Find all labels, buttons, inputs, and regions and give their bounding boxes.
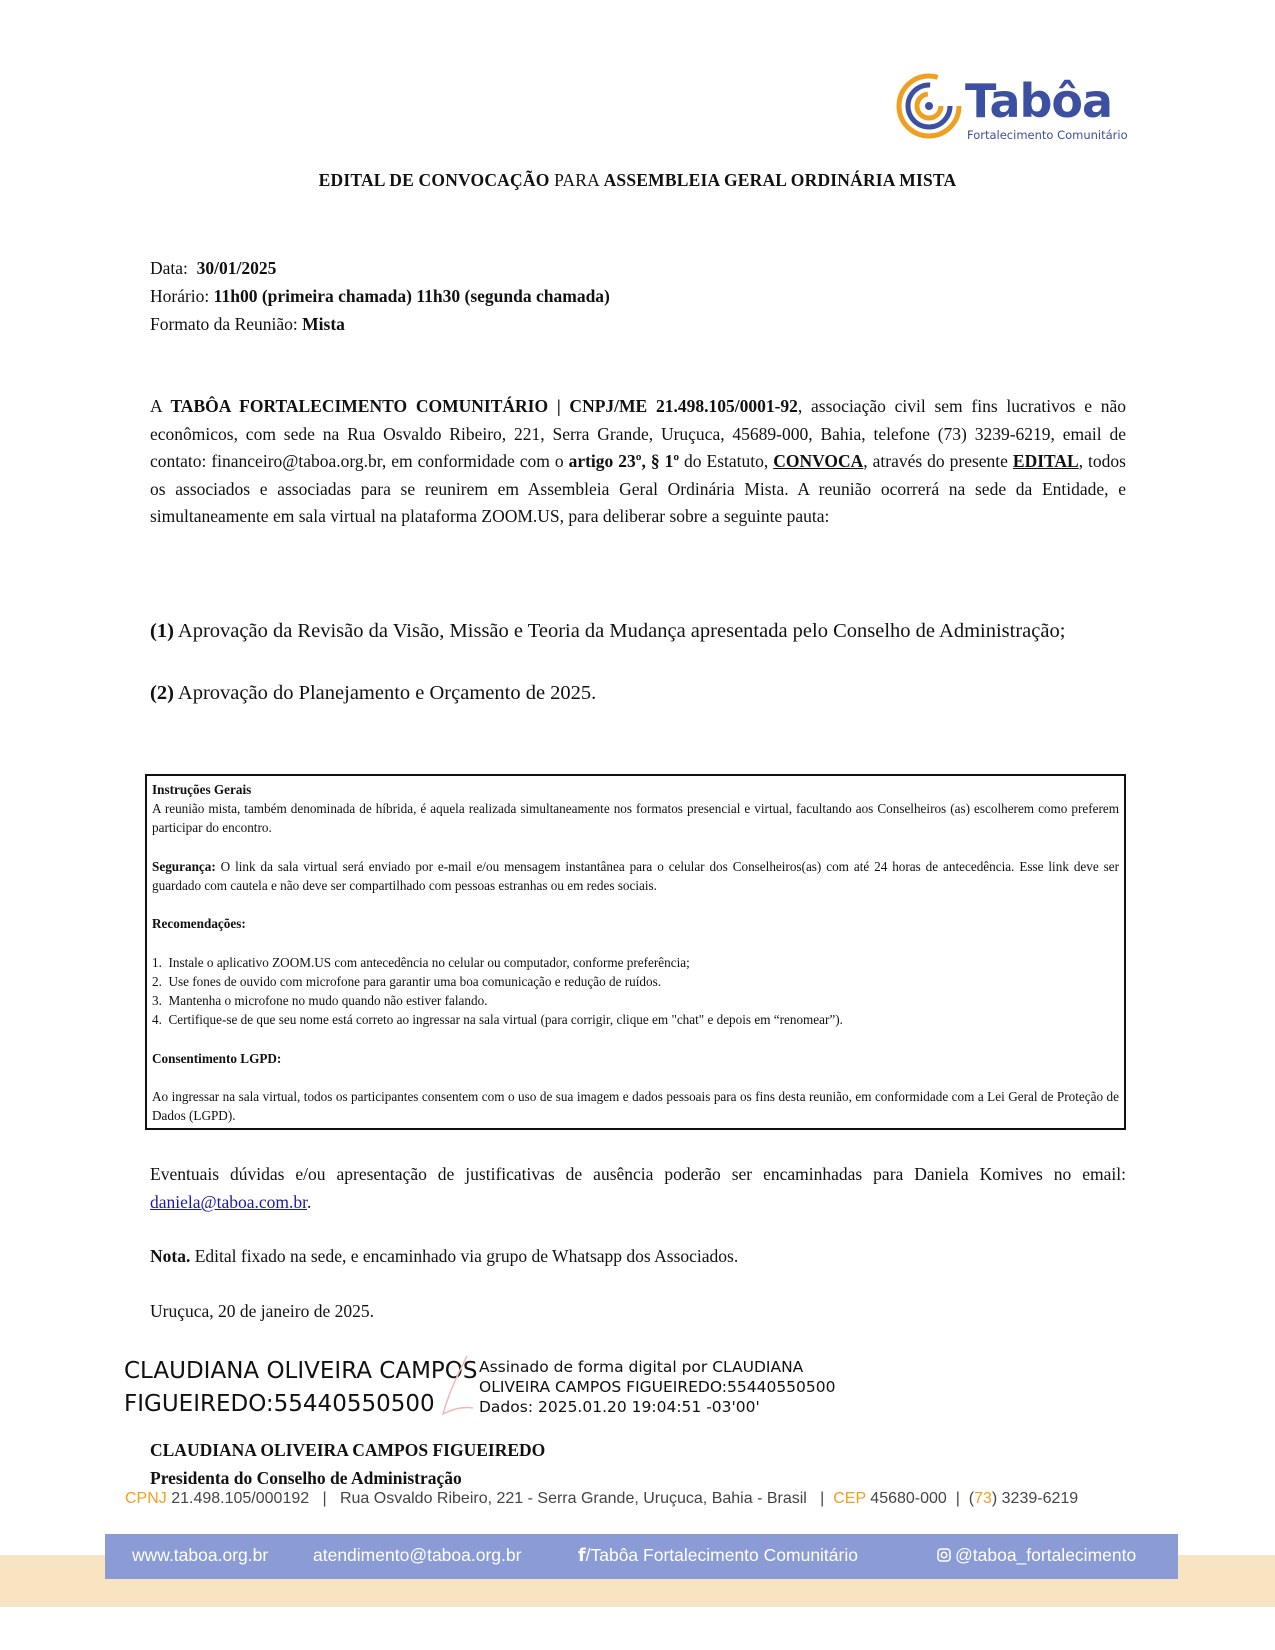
instagram-icon bbox=[937, 1548, 951, 1562]
intro-paragraph bbox=[150, 393, 1126, 531]
instructions-general: A reunião mista, também denominada de híbrida, é aquela realizada simultaneamente nos formatos presencial e virtual, facultando aos Conselheiros (as) escolherem como preferem participar do encontro. bbox=[152, 801, 1119, 836]
taboa-logo bbox=[895, 70, 1135, 145]
cep-value: 45680-000 | ( bbox=[865, 1490, 975, 1507]
signer-name: CLAUDIANA OLIVEIRA CAMPOS FIGUEIREDO bbox=[150, 1440, 546, 1460]
doubts-end: . bbox=[307, 1192, 312, 1212]
date-label: Data: bbox=[150, 258, 188, 278]
footer-bar bbox=[105, 1534, 1178, 1579]
cnpj-address-text: 21.498.105/000192 | Rua Osvaldo Ribeiro, 221 - Serra Grande, Uruçuca, Bahia - Brasil | bbox=[166, 1490, 834, 1507]
footer-website[interactable]: www.taboa.org.br bbox=[132, 1545, 269, 1565]
lgpd-text: Ao ingressar na sala virtual, todos os participantes consentem com o uso de sua imagem e dados pessoais para os fins desta reunião, em conformidade com a Lei Geral de Proteção de Dados (LGPD). bbox=[152, 1089, 1119, 1124]
intro-text: A bbox=[150, 396, 171, 416]
note bbox=[150, 1246, 738, 1267]
recommendations-label: Recomendações: bbox=[152, 916, 246, 932]
signature-name-line: FIGUEIREDO:55440550500 bbox=[124, 1391, 435, 1417]
recommendation-item: 2. Use fones de ouvido com microfone para garantir uma boa comunicação e redução de ruídos. bbox=[152, 973, 661, 989]
title-part3: ASSEMBLEIA GERAL ORDINÁRIA MISTA bbox=[603, 170, 957, 190]
document-title bbox=[0, 170, 1275, 191]
footer-email[interactable]: atendimento@taboa.org.br bbox=[313, 1545, 522, 1565]
logo-brand: Tabôa bbox=[965, 74, 1113, 128]
agenda-number: (2) bbox=[150, 682, 174, 704]
phone-number: ) 3239-6219 bbox=[991, 1490, 1079, 1507]
title-part2: PARA bbox=[549, 170, 604, 190]
cnpj-label: CPNJ bbox=[125, 1490, 167, 1507]
intro-text: , através do presente bbox=[863, 451, 1013, 471]
footer-instagram[interactable] bbox=[937, 1545, 1136, 1566]
doubts-text: Eventuais dúvidas e/ou apresentação de justificativas de ausência poderão ser encaminhadas para Daniela Komives no email: bbox=[150, 1164, 1126, 1184]
place-date: Uruçuca, 20 de janeiro de 2025. bbox=[150, 1301, 375, 1321]
recommendation-item: 1. Instale o aplicativo ZOOM.US com antecedência no celular ou computador, conforme preferência; bbox=[152, 954, 690, 970]
instagram-handle: @taboa_fortalecimento bbox=[955, 1545, 1137, 1565]
format-label: Formato da Reunião: bbox=[150, 314, 298, 334]
recommendation-item: 3. Mantenha o microfone no mudo quando não estiver falando. bbox=[152, 993, 488, 1009]
security-label: Segurança: bbox=[152, 858, 216, 874]
signature-stroke-icon bbox=[437, 1352, 477, 1422]
meeting-date bbox=[150, 258, 276, 279]
time-label: Horário: bbox=[150, 286, 210, 306]
signature-info-line: OLIVEIRA CAMPOS FIGUEIREDO:55440550500 bbox=[479, 1378, 836, 1396]
intro-text: , associação civil sem fins lucrativos e não econômicos, com sede na Rua Osvaldo Ribeiro, 221, Serra Grande, Uruçuca, 45689-000, Bahia, telefone (73) 3239-6219, email de contato: financeiro@taboa.org.br, em conformidade com o bbox=[150, 396, 1126, 471]
note-text: Edital fixado na sede, e encaminhado via grupo de Whatsapp dos Associados. bbox=[190, 1246, 739, 1266]
facebook-handle: /Tabôa Fortalecimento Comunitário bbox=[585, 1545, 858, 1565]
agenda-item bbox=[150, 616, 1152, 647]
signature-date-line: Dados: 2025.01.20 19:04:51 -03'00' bbox=[479, 1398, 760, 1416]
intro-text: , todos os associados e associadas para se reunirem em Assembleia Geral Ordinária Mista. A reunião ocorrerá na sede da Entidade, e simultaneamente em sala virtual na plataforma ZOOM.US, para deliberar sobre a seguinte pauta: bbox=[150, 451, 1126, 526]
contact-line bbox=[125, 1490, 1078, 1508]
instructions-heading: Instruções Gerais bbox=[152, 782, 252, 797]
article-reference: artigo 23º, § 1º bbox=[568, 451, 680, 471]
meeting-time bbox=[150, 286, 610, 307]
note-label: Nota. bbox=[150, 1246, 191, 1266]
recommendation-item: 4. Certifique-se de que seu nome está correto ao ingressar na sala virtual (para corrigir, clique em "chat" e depois em “renomear”). bbox=[152, 1012, 843, 1028]
phone-ddd: 73 bbox=[974, 1490, 992, 1507]
security-paragraph bbox=[152, 857, 1119, 895]
footer-facebook[interactable] bbox=[578, 1545, 858, 1566]
date-value: 30/01/2025 bbox=[196, 258, 277, 278]
agenda-text: Aprovação da Revisão da Visão, Missão e Teoria da Mudança apresentada pelo Conselho de Administração; bbox=[173, 620, 1066, 642]
convoca-keyword: CONVOCA bbox=[773, 451, 864, 471]
intro-text: do Estatuto, bbox=[679, 451, 774, 471]
signature-info-line: Assinado de forma digital por CLAUDIANA bbox=[479, 1358, 804, 1376]
edital-keyword: EDITAL bbox=[1012, 451, 1079, 471]
agenda-item bbox=[150, 678, 1126, 709]
format-value: Mista bbox=[302, 314, 345, 334]
signer-role: Presidenta do Conselho de Administração bbox=[150, 1468, 462, 1488]
agenda-text: Aprovação do Planejamento e Orçamento de 2025. bbox=[173, 682, 597, 704]
cep-label: CEP bbox=[833, 1490, 866, 1507]
security-text: O link da sala virtual será enviado por e-mail e/ou mensagem instantânea para o celular dos Conselheiros(as) com até 24 horas de antecedência. Esse link deve ser guardado com cautela e não deve ser compartilhado com pessoas estranhas ou em redes sociais. bbox=[152, 858, 1119, 893]
digital-signature-name bbox=[124, 1355, 478, 1421]
logo-tagline: Fortalecimento Comunitário bbox=[967, 128, 1128, 142]
agenda-number: (1) bbox=[150, 620, 174, 642]
time-value: 11h00 (primeira chamada) 11h30 (segunda chamada) bbox=[213, 286, 610, 306]
spiral-logo-icon bbox=[895, 72, 963, 140]
meeting-format bbox=[150, 314, 345, 335]
digital-signature-info bbox=[479, 1357, 836, 1417]
organization-name: TABÔA FORTALECIMENTO COMUNITÁRIO | CNPJ/ME 21.498.105/0001-92 bbox=[170, 396, 798, 416]
doubts-paragraph bbox=[150, 1160, 1126, 1216]
lgpd-label: Consentimento LGPD: bbox=[152, 1050, 282, 1066]
instructions-box bbox=[145, 774, 1126, 1130]
contact-email-link[interactable]: daniela@taboa.com.br bbox=[150, 1192, 308, 1212]
title-part1: EDITAL DE CONVOCAÇÃO bbox=[318, 170, 550, 190]
facebook-icon: f bbox=[578, 1546, 586, 1566]
signature-name-line: CLAUDIANA OLIVEIRA CAMPOS bbox=[124, 1358, 478, 1384]
